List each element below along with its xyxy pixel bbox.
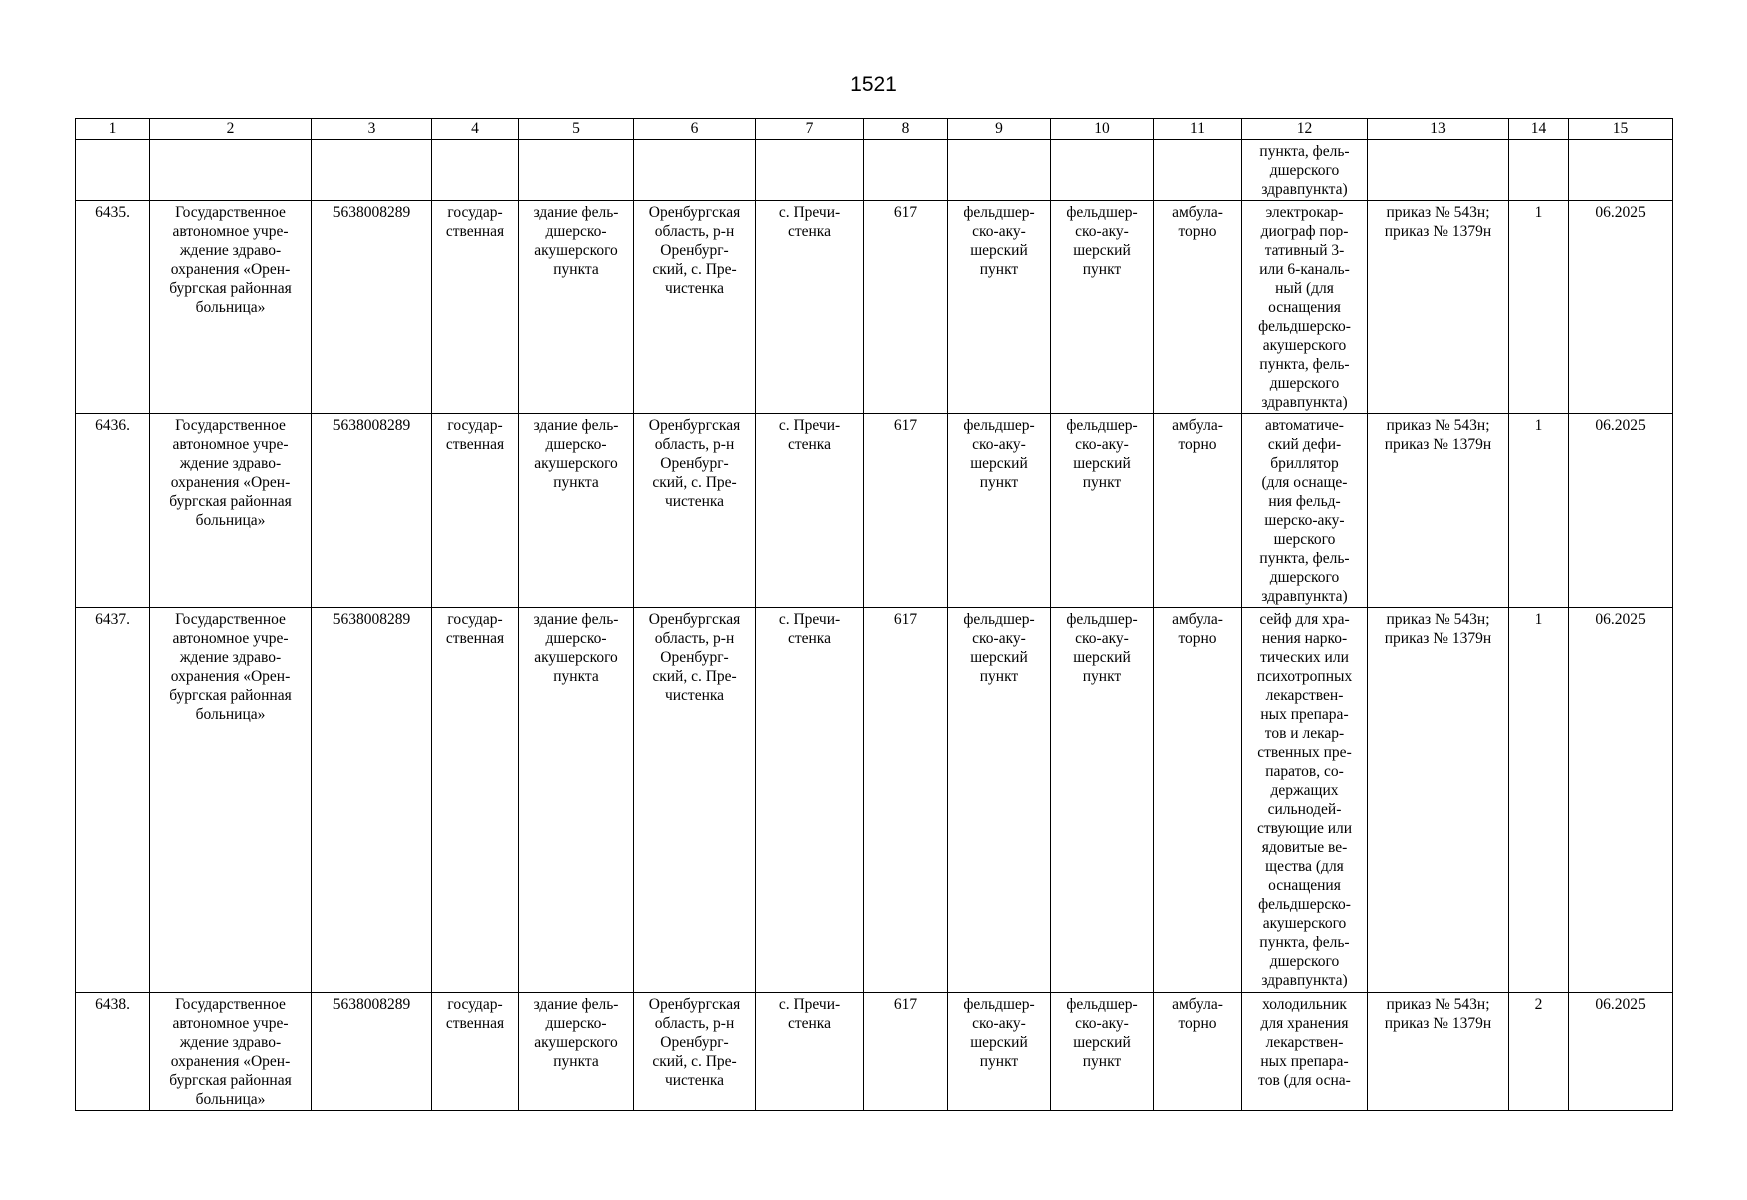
- quantity-cell: [1509, 140, 1569, 201]
- header-cell-12: 12: [1242, 119, 1368, 140]
- address-cell: [634, 414, 756, 608]
- header-cell-15: 15: [1569, 119, 1673, 140]
- equipment-cell: [1242, 608, 1368, 993]
- cell-text: сейф для хра- нения нарко- тических или психотропных лекарствен- ных препара- тов и лекар- ственных пре- паратов, со- держащих сильнодей- ствующие или ядовитые ве- щества (для оснащения фельдшерско- акушерского пункта, фель- дшерского здравпункта): [1256, 611, 1353, 989]
- building-type-cell: [519, 140, 634, 201]
- cell-text: амбула- торно: [1172, 417, 1223, 453]
- cell-text: 1: [1534, 204, 1543, 221]
- cell-text: фельдшер- ско-аку- шерский пункт: [1066, 417, 1138, 491]
- ownership-form-cell: [432, 608, 519, 993]
- row-number-cell: [76, 140, 150, 201]
- table-row: [76, 608, 1673, 993]
- cell-text: здание фель- дшерско- акушерского пункта: [533, 611, 619, 685]
- row-number-cell: [76, 608, 150, 993]
- cell-text: 5638008289: [332, 996, 411, 1013]
- cell-text: 1: [1534, 417, 1543, 434]
- ownership-form-cell: [432, 140, 519, 201]
- cell-text: Оренбургская область, р-н Оренбург- ский, с. Пре- чистенка: [648, 204, 741, 297]
- inn-cell: [312, 140, 432, 201]
- facility-type-cell: [948, 201, 1051, 414]
- legal-basis-cell: [1368, 414, 1509, 608]
- cell-text: 06.2025: [1595, 996, 1646, 1013]
- header-cell-9: 9: [948, 119, 1051, 140]
- header-cell-4: 4: [432, 119, 519, 140]
- settlement-cell: [756, 140, 864, 201]
- cell-text: Оренбургская область, р-н Оренбург- ский, с. Пре- чистенка: [648, 611, 741, 704]
- cell-text: здание фель- дшерско- акушерского пункта: [533, 996, 619, 1070]
- cell-text: 06.2025: [1595, 611, 1646, 628]
- building-type-cell: [519, 414, 634, 608]
- settlement-cell: [756, 993, 864, 1111]
- cell-text: приказ № 543н; приказ № 1379н: [1384, 611, 1492, 647]
- organization-name-cell: [150, 414, 312, 608]
- cell-text: здание фель- дшерско- акушерского пункта: [533, 417, 619, 491]
- code-cell: [864, 414, 948, 608]
- cell-text: 6438.: [95, 996, 130, 1013]
- cell-text: электрокар- диограф пор- тативный 3- или 6-каналь- ный (для оснащения фельдшерско- акушерского пункта, фель- дшерского здравпункта): [1258, 204, 1351, 411]
- facility-type-cell: [948, 140, 1051, 201]
- header-cell-5: 5: [519, 119, 634, 140]
- cell-text: здание фель- дшерско- акушерского пункта: [533, 204, 619, 278]
- care-conditions-cell: [1154, 414, 1242, 608]
- cell-text: 6437.: [95, 611, 130, 628]
- cell-text: государ- ственная: [445, 204, 505, 240]
- address-cell: [634, 201, 756, 414]
- register-table: [75, 118, 1673, 1111]
- address-cell: [634, 993, 756, 1111]
- building-type-cell: [519, 201, 634, 414]
- header-cell-7: 7: [756, 119, 864, 140]
- code-cell: [864, 993, 948, 1111]
- code-cell: [864, 201, 948, 414]
- facility-type-cell: [948, 993, 1051, 1111]
- settlement-cell: [756, 201, 864, 414]
- cell-text: амбула- торно: [1172, 611, 1223, 647]
- cell-text: Оренбургская область, р-н Оренбург- ский, с. Пре- чистенка: [648, 417, 741, 510]
- inn-cell: [312, 201, 432, 414]
- date-cell: [1569, 201, 1673, 414]
- facility-type-cell: [948, 414, 1051, 608]
- ownership-form-cell: [432, 201, 519, 414]
- quantity-cell: [1509, 993, 1569, 1111]
- cell-text: фельдшер- ско-аку- шерский пункт: [963, 611, 1035, 685]
- header-cell-1: 1: [76, 119, 150, 140]
- cell-text: 617: [893, 611, 918, 628]
- facility-subtype-cell: [1051, 993, 1154, 1111]
- cell-text: 6435.: [95, 204, 130, 221]
- organization-name-cell: [150, 140, 312, 201]
- cell-text: с. Пречи- стенка: [778, 204, 841, 240]
- care-conditions-cell: [1154, 140, 1242, 201]
- cell-text: Оренбургская область, р-н Оренбург- ский, с. Пре- чистенка: [648, 996, 741, 1089]
- row-number-cell: [76, 201, 150, 414]
- address-cell: [634, 608, 756, 993]
- cell-text: приказ № 543н; приказ № 1379н: [1384, 996, 1492, 1032]
- header-cell-10: 10: [1051, 119, 1154, 140]
- cell-text: государ- ственная: [445, 996, 505, 1032]
- cell-text: государ- ственная: [445, 417, 505, 453]
- date-cell: [1569, 414, 1673, 608]
- legal-basis-cell: [1368, 993, 1509, 1111]
- equipment-cell: [1242, 201, 1368, 414]
- cell-text: с. Пречи- стенка: [778, 417, 841, 453]
- ownership-form-cell: [432, 993, 519, 1111]
- inn-cell: [312, 608, 432, 993]
- organization-name-cell: [150, 608, 312, 993]
- cell-text: фельдшер- ско-аку- шерский пункт: [1066, 996, 1138, 1070]
- header-row: [76, 119, 1673, 140]
- cell-text: 2: [1534, 996, 1543, 1013]
- cell-text: 06.2025: [1595, 417, 1646, 434]
- cell-text: с. Пречи- стенка: [778, 611, 841, 647]
- cell-text: фельдшер- ско-аку- шерский пункт: [1066, 611, 1138, 685]
- table-row: [76, 993, 1673, 1111]
- cell-text: 617: [893, 996, 918, 1013]
- ownership-form-cell: [432, 414, 519, 608]
- building-type-cell: [519, 993, 634, 1111]
- organization-name-cell: [150, 993, 312, 1111]
- header-cell-3: 3: [312, 119, 432, 140]
- cell-text: приказ № 543н; приказ № 1379н: [1384, 417, 1492, 453]
- cell-text: 1: [1534, 611, 1543, 628]
- cell-text: Государственное автономное учре- ждение здраво- охранения «Орен- бургская районная больница»: [169, 417, 292, 529]
- cell-text: амбула- торно: [1172, 204, 1223, 240]
- legal-basis-cell: [1368, 201, 1509, 414]
- header-cell-6: 6: [634, 119, 756, 140]
- cell-text: Государственное автономное учре- ждение здраво- охранения «Орен- бургская районная больница»: [169, 204, 292, 316]
- care-conditions-cell: [1154, 993, 1242, 1111]
- cell-text: фельдшер- ско-аку- шерский пункт: [963, 996, 1035, 1070]
- quantity-cell: [1509, 414, 1569, 608]
- facility-type-cell: [948, 608, 1051, 993]
- building-type-cell: [519, 608, 634, 993]
- facility-subtype-cell: [1051, 414, 1154, 608]
- date-cell: [1569, 993, 1673, 1111]
- facility-subtype-cell: [1051, 608, 1154, 993]
- cell-text: фельдшер- ско-аку- шерский пункт: [1066, 204, 1138, 278]
- cell-text: фельдшер- ско-аку- шерский пункт: [963, 204, 1035, 278]
- row-number-cell: [76, 993, 150, 1111]
- cell-text: пункта, фель- дшерского здравпункта): [1259, 143, 1350, 198]
- equipment-cell: [1242, 993, 1368, 1111]
- date-cell: [1569, 140, 1673, 201]
- cell-text: 617: [893, 417, 918, 434]
- cell-text: автоматиче- ский дефи- бриллятор (для оснаще- ния фельд- шерско-аку- шерского пункта, фель- дшерского здравпункта): [1259, 417, 1350, 605]
- header-cell-8: 8: [864, 119, 948, 140]
- legal-basis-cell: [1368, 140, 1509, 201]
- table-row: [76, 140, 1673, 201]
- cell-text: 5638008289: [332, 417, 411, 434]
- equipment-cell: [1242, 414, 1368, 608]
- cell-text: 06.2025: [1595, 204, 1646, 221]
- settlement-cell: [756, 414, 864, 608]
- organization-name-cell: [150, 201, 312, 414]
- code-cell: [864, 608, 948, 993]
- facility-subtype-cell: [1051, 201, 1154, 414]
- cell-text: 6436.: [95, 417, 130, 434]
- care-conditions-cell: [1154, 201, 1242, 414]
- cell-text: холодильник для хранения лекарствен- ных препара- тов (для осна-: [1258, 996, 1351, 1089]
- care-conditions-cell: [1154, 608, 1242, 993]
- header-cell-14: 14: [1509, 119, 1569, 140]
- address-cell: [634, 140, 756, 201]
- legal-basis-cell: [1368, 608, 1509, 993]
- cell-text: Государственное автономное учре- ждение здраво- охранения «Орен- бургская районная больница»: [169, 996, 292, 1108]
- facility-subtype-cell: [1051, 140, 1154, 201]
- page-number: 1521: [850, 73, 897, 96]
- cell-text: государ- ственная: [445, 611, 505, 647]
- equipment-cell: [1242, 140, 1368, 201]
- row-number-cell: [76, 414, 150, 608]
- code-cell: [864, 140, 948, 201]
- inn-cell: [312, 993, 432, 1111]
- header-cell-13: 13: [1368, 119, 1509, 140]
- cell-text: приказ № 543н; приказ № 1379н: [1384, 204, 1492, 240]
- cell-text: Государственное автономное учре- ждение здраво- охранения «Орен- бургская районная больница»: [169, 611, 292, 723]
- cell-text: фельдшер- ско-аку- шерский пункт: [963, 417, 1035, 491]
- quantity-cell: [1509, 201, 1569, 414]
- cell-text: с. Пречи- стенка: [778, 996, 841, 1032]
- date-cell: [1569, 608, 1673, 993]
- table-row: [76, 201, 1673, 414]
- settlement-cell: [756, 608, 864, 993]
- header-cell-2: 2: [150, 119, 312, 140]
- cell-text: 617: [893, 204, 918, 221]
- table-row: [76, 414, 1673, 608]
- cell-text: амбула- торно: [1172, 996, 1223, 1032]
- cell-text: 5638008289: [332, 204, 411, 221]
- inn-cell: [312, 414, 432, 608]
- header-cell-11: 11: [1154, 119, 1242, 140]
- cell-text: 5638008289: [332, 611, 411, 628]
- quantity-cell: [1509, 608, 1569, 993]
